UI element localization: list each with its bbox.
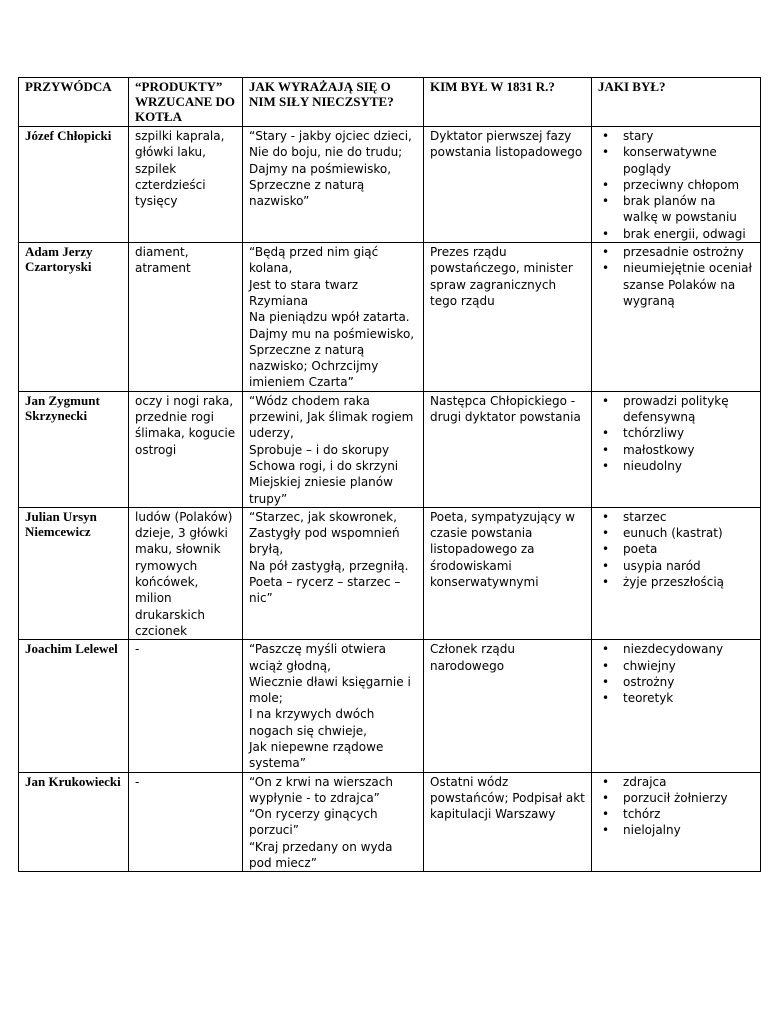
quote-line: “On z krwi na wierszach wypłynie - to zdrajca” bbox=[249, 774, 393, 805]
trait-text: nieumiejętnie oceniał szanse Polaków na wygraną bbox=[623, 261, 752, 308]
trait-item bbox=[598, 690, 754, 706]
bullet-icon: • bbox=[602, 790, 610, 805]
trait-item bbox=[598, 774, 754, 790]
traits-list bbox=[598, 509, 754, 590]
traits-cell bbox=[592, 391, 761, 507]
trait-text: żyje przeszłością bbox=[623, 575, 725, 590]
traits-list bbox=[598, 128, 754, 242]
trait-text: tchórz bbox=[623, 807, 661, 822]
leader-name: Jan Krukowiecki bbox=[19, 772, 129, 872]
bullet-icon: • bbox=[602, 426, 610, 441]
quote-line: “Wódz chodem raka przewini, Jak ślimak rogiem uderzy, bbox=[249, 393, 414, 441]
leader-name: Józef Chłopicki bbox=[19, 127, 129, 243]
quote-line: “Stary - jakby ojciec dzieci, bbox=[249, 129, 412, 143]
bullet-icon: • bbox=[602, 129, 610, 143]
trait-item bbox=[598, 641, 754, 657]
quote-line: “On rycerzy ginących porzuci” bbox=[249, 807, 378, 838]
quote-line: Sprzeczne z naturą nazwisko; Ochrzcijmy imieniem Czarta” bbox=[249, 342, 379, 390]
traits-cell bbox=[592, 507, 761, 639]
trait-item bbox=[598, 393, 754, 426]
role-cell: Ostatni wódz powstańców; Podpisał akt kapitulacji Warszawy bbox=[424, 772, 592, 872]
quote-cell bbox=[243, 391, 424, 507]
table-row bbox=[19, 391, 761, 507]
trait-item bbox=[598, 260, 754, 309]
trait-text: chwiejny bbox=[623, 658, 676, 673]
bullet-icon: • bbox=[602, 658, 610, 673]
products-cell: oczy i nogi raka, przednie rogi ślimaka, kogucie ostrogi bbox=[129, 391, 243, 507]
quote-line: Jak niepewne rządowe systema” bbox=[249, 739, 384, 771]
leader-name: Joachim Lelewel bbox=[19, 640, 129, 772]
trait-item bbox=[598, 226, 754, 242]
bullet-icon: • bbox=[602, 526, 610, 541]
trait-item bbox=[598, 425, 754, 441]
trait-text: eunuch (kastrat) bbox=[623, 526, 723, 541]
header-role-1831: KIM BYŁ W 1831 R.? bbox=[424, 78, 592, 127]
bullet-icon: • bbox=[602, 807, 610, 822]
trait-item bbox=[598, 244, 754, 260]
quote-line: Dajmy mu na pośmiewisko, bbox=[249, 326, 415, 341]
bullet-icon: • bbox=[602, 509, 610, 524]
header-products: “PRODUKTY” WRZUCANE DO KOTŁA bbox=[129, 78, 243, 127]
table-row bbox=[19, 243, 761, 392]
bullet-icon: • bbox=[602, 245, 610, 260]
bullet-icon: • bbox=[602, 642, 610, 657]
quote-line: Sprobuje – i do skorupy bbox=[249, 442, 390, 457]
bullet-icon: • bbox=[602, 774, 610, 789]
quote-line: I na krzywych dwóch nogach się chwieje, bbox=[249, 707, 375, 738]
traits-list bbox=[598, 641, 754, 706]
trait-text: teoretyk bbox=[623, 691, 674, 706]
trait-text: przeciwny chłopom bbox=[623, 177, 740, 192]
trait-item bbox=[598, 558, 754, 574]
trait-item bbox=[598, 822, 754, 838]
trait-text: prowadzi politykę defensywną bbox=[623, 393, 729, 425]
role-cell: Dyktator pierwszej fazy powstania listopadowego bbox=[424, 127, 592, 243]
trait-text: brak energii, odwagi bbox=[623, 226, 746, 241]
quote-cell bbox=[243, 243, 424, 392]
trait-item bbox=[598, 128, 754, 144]
quote-line: Dajmy na pośmiewisko, bbox=[249, 161, 392, 176]
bullet-icon: • bbox=[602, 558, 610, 573]
traits-cell bbox=[592, 640, 761, 772]
trait-item bbox=[598, 177, 754, 193]
trait-text: przesadnie ostrożny bbox=[623, 245, 744, 260]
traits-cell bbox=[592, 772, 761, 872]
trait-text: zdrajca bbox=[623, 774, 667, 789]
trait-text: niezdecydowany bbox=[623, 642, 724, 657]
products-cell: diament, atrament bbox=[129, 243, 243, 392]
trait-item bbox=[598, 541, 754, 557]
table-body bbox=[19, 127, 761, 872]
quote-line: Miejskiej zniesie planów trupy” bbox=[249, 475, 393, 506]
quote-line: “Kraj przedany on wyda pod miecz” bbox=[249, 839, 393, 871]
quote-line: Wiecznie dławi księgarnie i mole; bbox=[249, 674, 411, 706]
quote-line: “Będą przed nim giąć kolana, bbox=[249, 245, 379, 276]
bullet-icon: • bbox=[602, 177, 610, 192]
bullet-icon: • bbox=[602, 393, 610, 408]
role-cell: Następca Chłopickiego - drugi dyktator powstania bbox=[424, 391, 592, 507]
header-leader: PRZYWÓDCA bbox=[19, 78, 129, 127]
quote-line: Jest to stara twarz Rzymiana bbox=[249, 277, 359, 308]
quote-line: “Starzec, jak skowronek, bbox=[249, 509, 397, 524]
quote-line: Poeta – rycerz – starzec – nic” bbox=[249, 575, 401, 606]
trait-text: małostkowy bbox=[623, 442, 695, 457]
bullet-icon: • bbox=[602, 442, 610, 457]
trait-text: poeta bbox=[623, 542, 658, 557]
traits-list bbox=[598, 774, 754, 839]
header-opinion: JAK WYRAŻAJĄ SIĘ O NIM SIŁY NIECZSYTE? bbox=[243, 78, 424, 127]
leaders-table bbox=[18, 77, 761, 872]
role-cell: Członek rządu narodowego bbox=[424, 640, 592, 772]
trait-text: konserwatywne poglądy bbox=[623, 145, 717, 176]
trait-text: nielojalny bbox=[623, 823, 681, 838]
products-cell: szpilki kaprala, główki laku, szpilek czterdzieści tysięcy bbox=[129, 127, 243, 243]
quote-cell bbox=[243, 127, 424, 243]
leader-name: Adam Jerzy Czartoryski bbox=[19, 243, 129, 392]
trait-item bbox=[598, 806, 754, 822]
quote-line: Nie do boju, nie do trudu; bbox=[249, 145, 403, 160]
leader-name: Jan Zygmunt Skrzynecki bbox=[19, 391, 129, 507]
trait-text: nieudolny bbox=[623, 458, 682, 473]
bullet-icon: • bbox=[602, 145, 610, 160]
table-row bbox=[19, 772, 761, 872]
quote-line: “Paszczę myśli otwiera wciąż głodną, bbox=[249, 642, 386, 673]
trait-text: starzec bbox=[623, 509, 667, 524]
bullet-icon: • bbox=[602, 823, 610, 838]
trait-item bbox=[598, 525, 754, 541]
table-row bbox=[19, 127, 761, 243]
bullet-icon: • bbox=[602, 261, 610, 276]
trait-item bbox=[598, 509, 754, 525]
header-row bbox=[19, 78, 761, 127]
quote-cell bbox=[243, 507, 424, 639]
bullet-icon: • bbox=[602, 575, 610, 590]
trait-item bbox=[598, 144, 754, 177]
quote-line: Na pieniądzu wpół zatarta. bbox=[249, 310, 410, 325]
quote-line: Na pół zastygłą, przegniłą. bbox=[249, 558, 409, 573]
table-row bbox=[19, 640, 761, 772]
quote-cell bbox=[243, 772, 424, 872]
trait-item bbox=[598, 193, 754, 226]
role-cell: Poeta, sympatyzujący w czasie powstania listopadowego za środowiskami konserwatywnymi bbox=[424, 507, 592, 639]
trait-item bbox=[598, 658, 754, 674]
table-row bbox=[19, 507, 761, 639]
quote-line: Sprzeczne z naturą nazwisko” bbox=[249, 177, 365, 209]
products-cell: - bbox=[129, 640, 243, 772]
trait-item bbox=[598, 458, 754, 474]
trait-text: brak planów na walkę w powstaniu bbox=[623, 194, 737, 225]
trait-text: ostrożny bbox=[623, 674, 675, 689]
trait-item bbox=[598, 574, 754, 590]
header-traits: JAKI BYŁ? bbox=[592, 78, 761, 127]
trait-text: porzucił żołnierzy bbox=[623, 790, 728, 805]
bullet-icon: • bbox=[602, 674, 610, 689]
trait-item bbox=[598, 674, 754, 690]
traits-cell bbox=[592, 127, 761, 243]
products-cell: ludów (Polaków) dzieje, 3 główki maku, słownik rymowych końcówek, milion drukarskich czcionek bbox=[129, 507, 243, 639]
quote-line: Zastygły pod wspomnień bryłą, bbox=[249, 526, 400, 557]
role-cell: Prezes rządu powstańczego, minister spraw zagranicznych tego rządu bbox=[424, 243, 592, 392]
leader-name: Julian Ursyn Niemcewicz bbox=[19, 507, 129, 639]
traits-cell bbox=[592, 243, 761, 392]
trait-text: stary bbox=[623, 129, 654, 143]
quote-line: Schowa rogi, i do skrzyni bbox=[249, 458, 399, 473]
products-cell: - bbox=[129, 772, 243, 872]
trait-text: usypia naród bbox=[623, 558, 701, 573]
quote-cell bbox=[243, 640, 424, 772]
bullet-icon: • bbox=[602, 194, 610, 209]
bullet-icon: • bbox=[602, 458, 610, 473]
bullet-icon: • bbox=[602, 542, 610, 557]
traits-list bbox=[598, 393, 754, 474]
bullet-icon: • bbox=[602, 226, 610, 241]
bullet-icon: • bbox=[602, 691, 610, 706]
trait-item bbox=[598, 790, 754, 806]
trait-text: tchórzliwy bbox=[623, 426, 685, 441]
traits-list bbox=[598, 244, 754, 309]
trait-item bbox=[598, 442, 754, 458]
